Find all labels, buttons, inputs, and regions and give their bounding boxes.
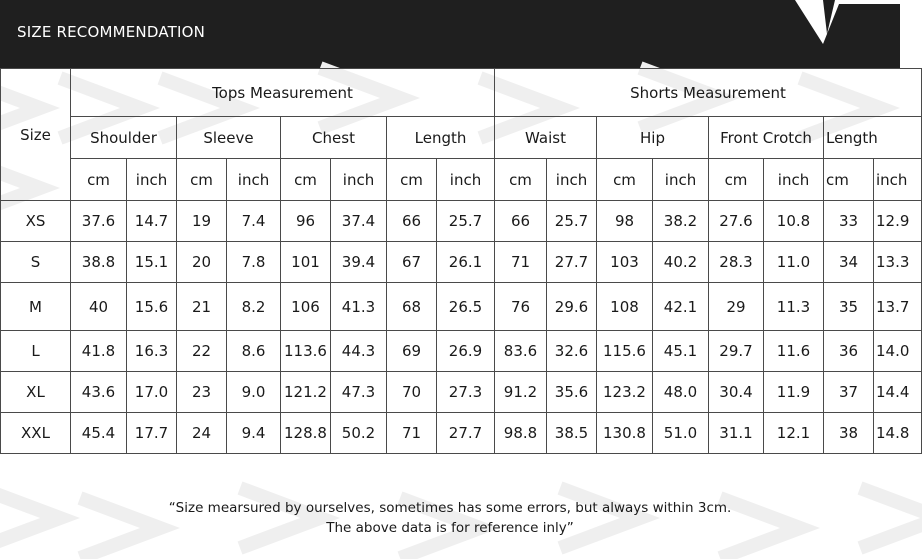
value-cell: 21: [177, 283, 227, 331]
size-cell: L: [1, 331, 71, 372]
measure-front-crotch: Front Crotch: [709, 117, 824, 159]
value-cell: 23: [177, 372, 227, 413]
value-cell: 13.3: [874, 242, 922, 283]
value-cell: 98.8: [495, 413, 547, 454]
value-cell: 12.1: [764, 413, 824, 454]
unit-cell: cm: [387, 159, 437, 201]
value-cell: 113.6: [281, 331, 331, 372]
measure-chest: Chest: [281, 117, 387, 159]
value-cell: 34: [824, 242, 874, 283]
size-cell: XL: [1, 372, 71, 413]
value-cell: 11.0: [764, 242, 824, 283]
value-cell: 20: [177, 242, 227, 283]
value-cell: 115.6: [597, 331, 653, 372]
value-cell: 28.3: [709, 242, 764, 283]
footnote-line-1: “Size mearsured by ourselves, sometimes has some errors, but always within 3cm.: [168, 500, 732, 516]
measure-tops-length: Length: [387, 117, 495, 159]
unit-cell: cm: [824, 159, 874, 201]
unit-cell: inch: [653, 159, 709, 201]
value-cell: 98: [597, 201, 653, 242]
measure-shoulder: Shoulder: [71, 117, 177, 159]
value-cell: 29.7: [709, 331, 764, 372]
table-row: [1, 283, 922, 331]
value-cell: 51.0: [653, 413, 709, 454]
value-cell: 27.6: [709, 201, 764, 242]
value-cell: 37.6: [71, 201, 127, 242]
value-cell: 130.8: [597, 413, 653, 454]
value-cell: 123.2: [597, 372, 653, 413]
value-cell: 16.3: [127, 331, 177, 372]
value-cell: 9.0: [227, 372, 281, 413]
value-cell: 10.8: [764, 201, 824, 242]
unit-cell: cm: [71, 159, 127, 201]
unit-cell: inch: [127, 159, 177, 201]
table-row: [1, 242, 922, 283]
unit-cell: inch: [547, 159, 597, 201]
value-cell: 29: [709, 283, 764, 331]
value-cell: 106: [281, 283, 331, 331]
value-cell: 26.9: [437, 331, 495, 372]
value-cell: 108: [597, 283, 653, 331]
value-cell: 37.4: [331, 201, 387, 242]
value-cell: 40.2: [653, 242, 709, 283]
footnote: [0, 498, 900, 538]
measure-shorts-length: Length: [824, 117, 922, 159]
value-cell: 71: [387, 413, 437, 454]
unit-cell: cm: [597, 159, 653, 201]
value-cell: 14.0: [874, 331, 922, 372]
unit-cell: cm: [281, 159, 331, 201]
value-cell: 38.5: [547, 413, 597, 454]
value-cell: 22: [177, 331, 227, 372]
value-cell: 45.4: [71, 413, 127, 454]
value-cell: 9.4: [227, 413, 281, 454]
unit-cell: inch: [764, 159, 824, 201]
value-cell: 40: [71, 283, 127, 331]
header-notch-decoration: [795, 0, 900, 46]
value-cell: 24: [177, 413, 227, 454]
value-cell: 14.7: [127, 201, 177, 242]
value-cell: 38.2: [653, 201, 709, 242]
value-cell: 11.3: [764, 283, 824, 331]
value-cell: 41.3: [331, 283, 387, 331]
value-cell: 70: [387, 372, 437, 413]
value-cell: 27.7: [547, 242, 597, 283]
value-cell: 35: [824, 283, 874, 331]
tops-header: Tops Measurement: [71, 69, 495, 117]
unit-cell: inch: [331, 159, 387, 201]
size-cell: M: [1, 283, 71, 331]
value-cell: 121.2: [281, 372, 331, 413]
value-cell: 35.6: [547, 372, 597, 413]
value-cell: 41.8: [71, 331, 127, 372]
value-cell: 8.2: [227, 283, 281, 331]
value-cell: 26.5: [437, 283, 495, 331]
value-cell: 48.0: [653, 372, 709, 413]
value-cell: 76: [495, 283, 547, 331]
table-row: [1, 201, 922, 242]
unit-cell: cm: [709, 159, 764, 201]
value-cell: 128.8: [281, 413, 331, 454]
size-header: Size: [1, 69, 71, 201]
value-cell: 7.4: [227, 201, 281, 242]
value-cell: 15.1: [127, 242, 177, 283]
table-row: [1, 372, 922, 413]
value-cell: 96: [281, 201, 331, 242]
value-cell: 11.9: [764, 372, 824, 413]
value-cell: 29.6: [547, 283, 597, 331]
value-cell: 14.4: [874, 372, 922, 413]
size-cell: XS: [1, 201, 71, 242]
value-cell: 7.8: [227, 242, 281, 283]
value-cell: 31.1: [709, 413, 764, 454]
measure-waist: Waist: [495, 117, 597, 159]
value-cell: 26.1: [437, 242, 495, 283]
value-cell: 13.7: [874, 283, 922, 331]
value-cell: 12.9: [874, 201, 922, 242]
value-cell: 14.8: [874, 413, 922, 454]
shorts-header: Shorts Measurement: [495, 69, 922, 117]
value-cell: 19: [177, 201, 227, 242]
value-cell: 50.2: [331, 413, 387, 454]
table-row: [1, 413, 922, 454]
value-cell: 38: [824, 413, 874, 454]
unit-cell: inch: [874, 159, 922, 201]
measure-sleeve: Sleeve: [177, 117, 281, 159]
value-cell: 38.8: [71, 242, 127, 283]
value-cell: 69: [387, 331, 437, 372]
value-cell: 71: [495, 242, 547, 283]
value-cell: 27.7: [437, 413, 495, 454]
header-banner: [0, 0, 900, 68]
value-cell: 8.6: [227, 331, 281, 372]
value-cell: 33: [824, 201, 874, 242]
value-cell: 27.3: [437, 372, 495, 413]
value-cell: 101: [281, 242, 331, 283]
value-cell: 44.3: [331, 331, 387, 372]
value-cell: 103: [597, 242, 653, 283]
value-cell: 39.4: [331, 242, 387, 283]
value-cell: 68: [387, 283, 437, 331]
unit-cell: cm: [495, 159, 547, 201]
value-cell: 67: [387, 242, 437, 283]
value-cell: 42.1: [653, 283, 709, 331]
size-cell: XXL: [1, 413, 71, 454]
unit-cell: cm: [177, 159, 227, 201]
value-cell: 66: [495, 201, 547, 242]
value-cell: 17.0: [127, 372, 177, 413]
unit-cell: inch: [227, 159, 281, 201]
value-cell: 66: [387, 201, 437, 242]
value-cell: 25.7: [547, 201, 597, 242]
measure-hip: Hip: [597, 117, 709, 159]
value-cell: 91.2: [495, 372, 547, 413]
unit-cell: inch: [437, 159, 495, 201]
value-cell: 17.7: [127, 413, 177, 454]
value-cell: 37: [824, 372, 874, 413]
size-table-area: [0, 68, 910, 481]
header-title: SIZE RECOMMENDATION: [17, 23, 206, 41]
value-cell: 47.3: [331, 372, 387, 413]
footnote-line-2: The above data is for reference inly”: [326, 520, 574, 536]
size-table: [0, 68, 922, 454]
value-cell: 11.6: [764, 331, 824, 372]
value-cell: 32.6: [547, 331, 597, 372]
value-cell: 45.1: [653, 331, 709, 372]
size-cell: S: [1, 242, 71, 283]
value-cell: 83.6: [495, 331, 547, 372]
value-cell: 43.6: [71, 372, 127, 413]
value-cell: 25.7: [437, 201, 495, 242]
value-cell: 36: [824, 331, 874, 372]
value-cell: 30.4: [709, 372, 764, 413]
value-cell: 15.6: [127, 283, 177, 331]
table-row: [1, 331, 922, 372]
